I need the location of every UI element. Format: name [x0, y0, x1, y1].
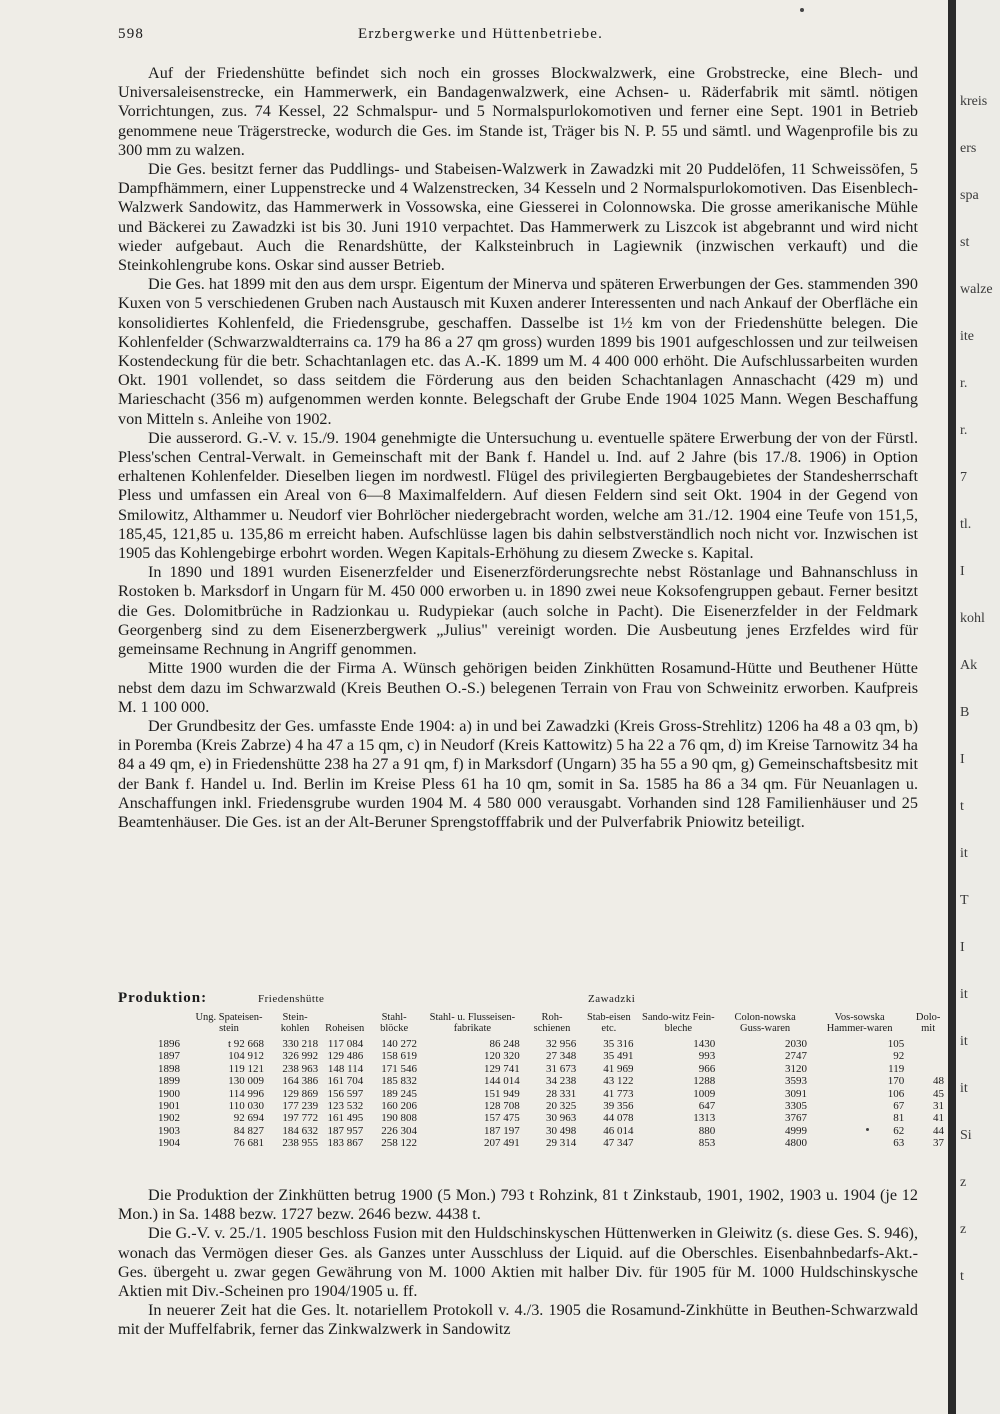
year-cell: 1896 — [158, 1038, 180, 1050]
production-table — [154, 1012, 948, 1150]
adjacent-page-fragment: T — [960, 893, 969, 908]
adjacent-page-fragment: I — [960, 564, 965, 579]
adjacent-page-edge — [956, 0, 1000, 1414]
column-header: Stein-kohlen — [280, 1012, 310, 1034]
table-row — [154, 1100, 948, 1112]
value-cell: 3091 — [784, 1087, 807, 1100]
value-cell — [908, 1050, 948, 1062]
adjacent-page-fragment: I — [960, 940, 965, 955]
value-cell: 993 — [698, 1050, 716, 1063]
running-head — [118, 26, 918, 48]
value-cell: 44 078 — [603, 1112, 634, 1125]
value-cell: 92 — [893, 1050, 905, 1063]
value-cell: 156 597 — [327, 1087, 364, 1100]
value-cell: 1009 — [693, 1087, 716, 1100]
value-cell: 86 248 — [489, 1038, 520, 1050]
adjacent-page-fragment: B — [960, 705, 970, 720]
adjacent-page-fragment: tl. — [960, 517, 972, 532]
adjacent-page-fragment: spa — [960, 188, 979, 203]
value-cell: 28 331 — [545, 1087, 577, 1100]
adjacent-page-fragment: kreis — [960, 94, 988, 109]
value-cell: 105 — [887, 1038, 905, 1050]
value-cell: 37 — [933, 1137, 944, 1150]
value-cell: 238 963 — [282, 1062, 319, 1075]
adjacent-page-fragment: st — [960, 235, 970, 250]
value-cell: 129 741 — [483, 1062, 520, 1075]
value-cell: 32 956 — [545, 1038, 577, 1050]
table-row — [154, 1075, 948, 1087]
adjacent-page-fragment: it — [960, 1034, 968, 1049]
value-cell: 27 348 — [545, 1050, 577, 1063]
column-header: Dolo-mit — [915, 1012, 941, 1034]
value-cell: 45 — [933, 1087, 944, 1100]
value-cell: 4800 — [784, 1137, 807, 1150]
value-cell: 880 — [698, 1124, 716, 1137]
value-cell: 35 491 — [603, 1050, 634, 1063]
value-cell: 44 — [933, 1124, 944, 1137]
adjacent-page-fragment: 7 — [960, 470, 967, 485]
value-cell: 2747 — [784, 1050, 807, 1063]
value-cell: 35 316 — [603, 1038, 634, 1050]
adjacent-page-fragment: Ak — [960, 658, 978, 673]
value-cell: 119 — [888, 1062, 905, 1075]
column-header: Stahl- u. Flusseisen-fabrikate — [429, 1012, 516, 1034]
year-cell: 1900 — [158, 1087, 180, 1100]
column-header — [154, 1012, 190, 1038]
value-cell: 30 498 — [545, 1124, 577, 1137]
value-cell: 1288 — [693, 1075, 716, 1088]
value-cell: 144 014 — [483, 1075, 520, 1088]
year-cell: 1903 — [158, 1124, 180, 1137]
value-cell: 189 245 — [381, 1087, 418, 1100]
table-row — [154, 1050, 948, 1062]
adjacent-page-fragment: ite — [960, 329, 974, 344]
value-cell: 3120 — [784, 1062, 807, 1075]
value-cell — [908, 1038, 948, 1050]
scan-speck — [866, 1128, 869, 1131]
adjacent-page-fragment: I — [960, 752, 965, 767]
value-cell: 151 949 — [483, 1087, 520, 1100]
paragraph-zawadzki-works: Die Ges. besitzt ferner das Puddlings- und Stabeisen-Walzwerk in Zawadzki mit 20 Puddelöfen, 11 Schweissöfen, 5 Dampfhämmern, einer Luppenstrecke und 4 Walzenstrecken, 34 Kesseln und 2 Normalspurlokomotiven. Das Eisenblech-Walzwerk Sandowitz, das Hammerwerk in Vossowska, eine Giesserei in Colonnowska. Die grosse amerikanische Mühle und Bäckerei zu Zawadzki ist bis 30. Juni 1910 verpachtet. Das Hammerwerk zu Liszcok ist abgebrannt und wird nicht wieder aufgebaut. Auch die Renardshütte, der Kalksteinbruch in Lagiewnik (inzwischen verkauft) und die Steinkohlengrube kons. Oskar sind ausser Betrieb. — [118, 160, 918, 275]
value-cell: 63 — [893, 1137, 905, 1150]
value-cell: 129 869 — [282, 1087, 319, 1100]
paragraph-friedensgrube: Die Ges. hat 1899 mit den aus dem urspr. Eigentum der Minerva und späteren Erwerbungen der Ges. stammenden 390 Kuxen von 5 verschiedenen Gruben nach Austausch mit Kuxen anderer Interessenten und nach Ankauf der Oberfläche ein konsolidiertes Kohlenfeld, die Friedensgrube, geschaffen. Dasselbe ist 1½ km von der Friedenshütte belegen. Die Kohlenfelder (Schwarzwaldterrains ca. 179 ha 86 a 27 qm gross) wurden 1899 bis 1901 aufgeschlossen und zur teilweisen Kostendeckung für die betr. Schachtanlagen etc. das A.-K. 1899 um M. 4 400 000 erhöht. Die Aufschlussarbeiten wurden Okt. 1901 vollendet, so dass seitdem die Förderung aus den beiden Schachtanlagen Annaschacht (429 m) und Marieschacht (356 m) aufgenommen werden konnte. Belegschaft der Grube Ende 1904 1025 Mann. Wegen Beschaffung von Mitteln s. Anleihe von 1902. — [118, 275, 918, 428]
value-cell: 92 694 — [233, 1112, 264, 1125]
value-cell: 187 957 — [327, 1124, 364, 1137]
value-cell: 326 992 — [282, 1050, 319, 1063]
value-cell: 20 325 — [545, 1100, 577, 1113]
value-cell: 47 347 — [603, 1137, 634, 1150]
value-cell: 129 486 — [327, 1050, 364, 1063]
column-header: Roheisen — [325, 1023, 365, 1034]
value-cell: 67 — [893, 1100, 905, 1113]
value-cell: 62 — [893, 1124, 905, 1137]
paragraph-rosamund: In neuerer Zeit hat die Ges. lt. notariellem Protokoll v. 4./3. 1905 die Rosamund-Zinkhütte in Beuthen-Schwarzwald mit der Muffelfabrik, ferner das Zinkwalzwerk in Sandowitz — [118, 1301, 918, 1339]
body-text-lower — [118, 1186, 918, 1340]
adjacent-page-fragment: ers — [960, 141, 977, 156]
value-cell: 76 681 — [233, 1137, 264, 1150]
value-cell: 161 495 — [327, 1112, 364, 1125]
value-cell: 46 014 — [603, 1124, 634, 1137]
adjacent-page-fragment: walze — [960, 282, 993, 297]
value-cell: 183 867 — [327, 1137, 364, 1150]
adjacent-page-fragment: r. — [960, 423, 968, 438]
value-cell: 34 238 — [545, 1075, 577, 1088]
value-cell: 187 197 — [483, 1124, 520, 1137]
value-cell: 148 114 — [327, 1062, 364, 1075]
column-header: Stab-eisen etc. — [586, 1012, 631, 1034]
column-header: Roh-schienen — [533, 1012, 571, 1034]
value-cell: 207 491 — [483, 1137, 520, 1150]
table-row — [154, 1125, 948, 1137]
production-header-row — [154, 1012, 948, 1038]
value-cell: 39 356 — [603, 1100, 634, 1113]
paragraph-iron-ore-fields: In 1890 und 1891 wurden Eisenerzfelder und Eisenerzförderungsrechte nebst Röstanlage und Bahnanschluss in Rostoken b. Marksdorf in Ungarn für M. 450 000 erworben u. in 1890 zwei neue Koksofengruppen gebaut. Ferner besitzt die Ges. Dolomitbrüche in Radzionkau u. Rudypiekar (auch solche in Pacht). Die Eisenerzfelder in der Feldmark Georgenberg sind zu dem Eisenerzbergwerk „Julius" vereinigt worden. Die Ausbeutung jenes Erzfeldes wird für gemeinsame Rechnung in Angriff genommen. — [118, 563, 918, 659]
table-row — [154, 1088, 948, 1100]
value-cell: 30 963 — [545, 1112, 577, 1125]
page-gutter — [948, 0, 956, 1414]
adjacent-page-fragment: kohl — [960, 611, 985, 626]
value-cell: t 92 668 — [227, 1038, 264, 1050]
value-cell: 117 084 — [327, 1038, 364, 1050]
value-cell: 4999 — [784, 1124, 807, 1137]
value-cell: 157 475 — [483, 1112, 520, 1125]
adjacent-page-fragment: it — [960, 987, 968, 1002]
year-cell: 1904 — [158, 1137, 180, 1150]
adjacent-page-fragment: z — [960, 1175, 967, 1190]
adjacent-page-fragment: r. — [960, 376, 968, 391]
value-cell: 43 122 — [603, 1075, 634, 1088]
value-cell: 190 808 — [381, 1112, 418, 1125]
adjacent-page-fragment: it — [960, 1081, 968, 1096]
year-cell: 1898 — [158, 1062, 180, 1075]
adjacent-page-fragment: z — [960, 1222, 967, 1237]
value-cell: 177 239 — [282, 1100, 319, 1113]
value-cell: 258 122 — [381, 1137, 418, 1150]
running-title: Erzbergwerke und Hüttenbetriebe. — [358, 26, 604, 42]
page-number: 598 — [118, 26, 145, 42]
column-header: Ung. Spateisen-stein — [195, 1012, 263, 1034]
value-cell: 160 206 — [381, 1100, 418, 1113]
adjacent-page-fragment: t — [960, 1269, 964, 1284]
value-cell: 106 — [887, 1087, 905, 1100]
paragraph-land-holdings: Der Grundbesitz der Ges. umfasste Ende 1904: a) in und bei Zawadzki (Kreis Gross-Strehlitz) 1206 ha 48 a 03 qm, b) in Poremba (Kreis Zabrze) 4 ha 47 a 15 qm, c) in Neudorf (Kreis Kattowitz) 5 ha 22 a 76 qm, d) im Kreise Tarnowitz 34 ha 84 a 49 qm, e) in Friedenshütte 238 ha 27 a 91 qm, f) in Marksdorf (Ungarn) 35 ha 55 a 90 qm, g) Gemeinschaftsbesitz mit der Bank f. Handel u. Ind. Berlin im Kreise Pless 61 ha 10 qm, somit in Sa. 1585 ha 86 a 34 qm. Für Neuanlagen u. Anschaffungen inkl. Friedensgrube wurden 1904 M. 4 580 000 verausgabt. Vorhanden sind 128 Familienhäuser und 25 Beamtenhäuser. Die Ges. ist an der Alt-Beruner Sprengstofffabrik und der Pulverfabrik Pniowitz beteiligt. — [118, 716, 918, 831]
value-cell: 158 619 — [381, 1050, 418, 1063]
value-cell: 1430 — [693, 1038, 716, 1050]
value-cell: 3305 — [784, 1100, 807, 1113]
value-cell: 3593 — [784, 1075, 807, 1088]
value-cell: 31 673 — [545, 1062, 577, 1075]
value-cell: 171 546 — [381, 1062, 418, 1075]
year-cell: 1902 — [158, 1112, 180, 1125]
value-cell: 29 314 — [545, 1137, 577, 1150]
value-cell: 197 772 — [282, 1112, 319, 1125]
table-row — [154, 1112, 948, 1124]
column-header: Colon-nowska Guss-waren — [734, 1012, 796, 1034]
year-cell: 1899 — [158, 1075, 180, 1088]
value-cell: 238 955 — [282, 1137, 319, 1150]
value-cell: 120 320 — [483, 1050, 520, 1063]
value-cell: 119 121 — [228, 1062, 264, 1075]
adjacent-page-fragment: Si — [960, 1128, 972, 1143]
value-cell — [908, 1063, 948, 1075]
value-cell: 110 030 — [228, 1100, 264, 1113]
column-header: Vos-sowska Hammer-waren — [826, 1012, 893, 1034]
value-cell: 114 996 — [228, 1087, 264, 1100]
value-cell: 41 969 — [603, 1062, 634, 1075]
value-cell: 140 272 — [381, 1038, 418, 1050]
group-friedenshuette: Friedenshütte — [258, 993, 325, 1005]
scan-speck — [800, 8, 804, 12]
adjacent-page-fragment: t — [960, 799, 964, 814]
table-row — [154, 1137, 948, 1149]
paragraph-zinc-production: Die Produktion der Zinkhütten betrug 1900 (5 Mon.) 793 t Rohzink, 81 t Zinkstaub, 1901, 1902, 1903 u. 1904 (je 12 Mon.) in Sa. 1488 bezw. 1727 bezw. 2646 bezw. 4438 t. — [118, 1186, 918, 1224]
year-cell: 1901 — [158, 1100, 180, 1113]
body-text — [118, 64, 918, 832]
table-row — [154, 1038, 948, 1050]
paragraph-rolling-mills: Auf der Friedenshütte befindet sich noch ein grosses Blockwalzwerk, eine Grobstrecke, eine Blech- und Universaleisenstrecke, ein Hammerwerk, ein Bandagenwalzwerk, eine Achsen- u. Räderfabrik mit sämtl. nötigen Vorrichtungen, zus. 74 Kessel, 22 Schmalspur- und 5 Normalspurlokomotiven und ferner eine Sept. 1901 in Betrieb genommene neue Trägerstrecke, wodurch die Ges. im Stande ist, Träger bis N. P. 55 und sämtl. und Wagenprofile bis zu 300 mm zu walzen. — [118, 64, 918, 159]
production-label: Produktion: — [118, 990, 208, 1006]
value-cell: 647 — [698, 1100, 716, 1113]
value-cell: 48 — [933, 1075, 944, 1088]
table-row — [154, 1063, 948, 1075]
adjacent-page-fragment: it — [960, 846, 968, 861]
value-cell: 123 532 — [327, 1100, 364, 1113]
value-cell: 164 386 — [282, 1075, 319, 1088]
value-cell: 185 832 — [381, 1075, 418, 1088]
value-cell: 41 773 — [603, 1087, 634, 1100]
value-cell: 3767 — [784, 1112, 807, 1125]
group-zawadzki: Zawadzki — [588, 993, 636, 1005]
value-cell: 130 009 — [228, 1075, 264, 1088]
value-cell: 2030 — [784, 1038, 807, 1050]
value-cell: 31 — [933, 1100, 944, 1113]
paragraph-fusion: Die G.-V. v. 25./1. 1905 beschloss Fusion mit den Huldschinskyschen Hüttenwerken in Gleiwitz (s. diese Ges. S. 946), wonach das Vermögen dieser Ges. als Ganzes unter Ausschluss der Liquid. auf die Oberschles. Eisenbahnbedarfs-Akt.-Ges. übergeht u. zwar gegen Gewährung von M. 1000 Aktien mit halber Div. für 1905 für M. 1000 Huldschinskysche Aktien mit Div.-Scheinen pro 1904/1905 u. ff. — [118, 1224, 918, 1301]
column-header: Sando-witz Fein-bleche — [642, 1012, 715, 1034]
value-cell: 161 704 — [327, 1075, 364, 1088]
value-cell: 226 304 — [381, 1124, 418, 1137]
year-cell: 1897 — [158, 1050, 180, 1063]
column-header: Stahl-blöcke — [380, 1012, 409, 1034]
paragraph-pless-coalfields: Die ausserord. G.-V. v. 15./9. 1904 genehmigte die Untersuchung u. eventuelle spätere Erwerbung der von der Fürstl. Pless'schen Central-Verwalt. in Gemeinschaft mit der Bank f. Handel u. Ind. auf 2 Jahre (bis 17./8. 1906) in Option erhaltenen Kohlenfelder. Dieselben liegen im nordwestl. Flügel des privilegierten Bergbaugebietes der Standesherrschaft Pless und umfassen ein Areal von 6—8 Maximalfeldern. Auf diesen Feldern sind seit Okt. 1904 in der Gegend von Smilowitz, Althammer u. Neudorf vier Bohrlöcher niedergebracht worden, welche am 31./12. 1904 eine Teufe von 151,5, 185,45, 121,85 u. 135,86 m erreicht haben. Aufschlüsse lagen bis dahin selbstverständlich noch nicht vor. Inzwischen ist 1905 das Kohlengebirge erbohrt worden. Wegen Kapitals-Erhöhung zu diesem Zwecke s. Kapital. — [118, 428, 918, 563]
value-cell: 1313 — [693, 1112, 716, 1125]
value-cell: 330 218 — [282, 1038, 319, 1050]
value-cell: 41 — [933, 1112, 944, 1125]
value-cell: 853 — [698, 1137, 716, 1150]
value-cell: 966 — [698, 1062, 716, 1075]
value-cell: 81 — [893, 1112, 905, 1125]
value-cell: 128 708 — [483, 1100, 520, 1113]
production-body — [154, 1038, 948, 1150]
value-cell: 84 827 — [233, 1124, 264, 1137]
value-cell: 170 — [887, 1075, 905, 1088]
value-cell: 184 632 — [282, 1124, 319, 1137]
paragraph-zinc-works: Mitte 1900 wurden die der Firma A. Wünsch gehörigen beiden Zinkhütten Rosamund-Hütte und Beuthener Hütte nebst dem dazu im Schwarzwald (Kreis Beuthen O.-S.) belegenen Terrain von Frau von Schweinitz erworben. Kaufpreis M. 1 100 000. — [118, 659, 918, 716]
value-cell: 104 912 — [228, 1050, 264, 1063]
